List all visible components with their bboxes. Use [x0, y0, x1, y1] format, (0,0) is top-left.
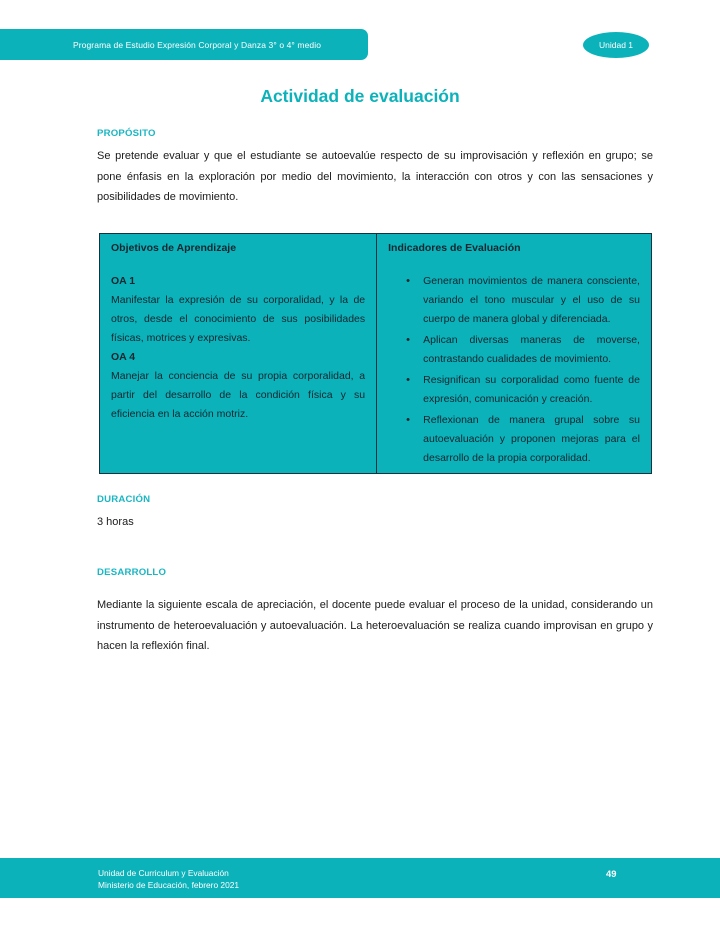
table-column-indicadores [377, 234, 651, 473]
list-item: • Resignifican su corporalidad como fuente de expresión, comunicación y creación. [406, 371, 640, 409]
table-header-objetivos: Objetivos de Aprendizaje [111, 242, 237, 254]
footer-line-1: Unidad de Curriculum y Evaluación [98, 868, 229, 878]
list-item: • Reflexionan de manera grupal sobre su autoevaluación y proponen mejoras para el desarrollo de la propia corporalidad. [406, 411, 640, 468]
indicadores-list [388, 272, 640, 468]
page-title: Actividad de evaluación [260, 86, 460, 106]
duracion-text: 3 horas [97, 516, 134, 528]
oa-code-2: OA 4 [111, 351, 136, 363]
desarrollo-text: Mediante la siguiente escala de apreciación, el docente puede evaluar el proceso de la unidad, considerando un instrumento de heteroevaluación y autoevaluación. La heteroevaluación se realiza cuando improvisan en grupo y hacen la reflexión final. [97, 599, 653, 652]
unit-badge [583, 32, 649, 58]
proposito-heading: PROPÓSITO [97, 128, 156, 139]
page-number: 49 [606, 868, 617, 879]
footer-credits [98, 868, 239, 891]
oa-code-1: OA 1 [111, 275, 136, 287]
table-column-objetivos [100, 234, 377, 473]
desarrollo-heading: DESARROLLO [97, 567, 167, 578]
header-band [0, 29, 368, 60]
list-item: • Generan movimientos de manera consciente, variando el tono muscular y el uso de su cuerpo de manera global y diferenciada. [406, 272, 640, 329]
unit-badge-label: Unidad 1 [598, 40, 634, 50]
proposito-text: Se pretende evaluar y que el estudiante se autoevalúe respecto de su improvisación y reflexión en grupo; se pone énfasis en la exploración por medio del movimiento, la interacción con otros y con las sensaciones y posibilidades de movimiento. [97, 150, 653, 203]
duracion-heading: DURACIÓN [97, 494, 151, 505]
list-item: • Aplican diversas maneras de moverse, contrastando cualidades de movimiento. [406, 331, 640, 369]
objetivos-indicadores-table [99, 233, 652, 474]
table-header-indicadores: Indicadores de Evaluación [388, 242, 521, 254]
header-band-label: Programa de Estudio Expresión Corporal y Danza 3° o 4° medio [72, 39, 322, 50]
proposito-section [97, 128, 653, 208]
desarrollo-section [97, 567, 653, 657]
duracion-section [97, 494, 653, 533]
footer-line-2: Ministerio de Educación, febrero 2021 [98, 879, 240, 890]
oa-text-1: Manifestar la expresión de su corporalidad, y la de otros, desde el conocimiento de sus posibilidades físicas, motrices y expresivas. [111, 294, 366, 344]
oa-text-2: Manejar la conciencia de su propia corporalidad, a partir del desarrollo de la condición física y su eficiencia en la acción motriz. [111, 370, 366, 420]
